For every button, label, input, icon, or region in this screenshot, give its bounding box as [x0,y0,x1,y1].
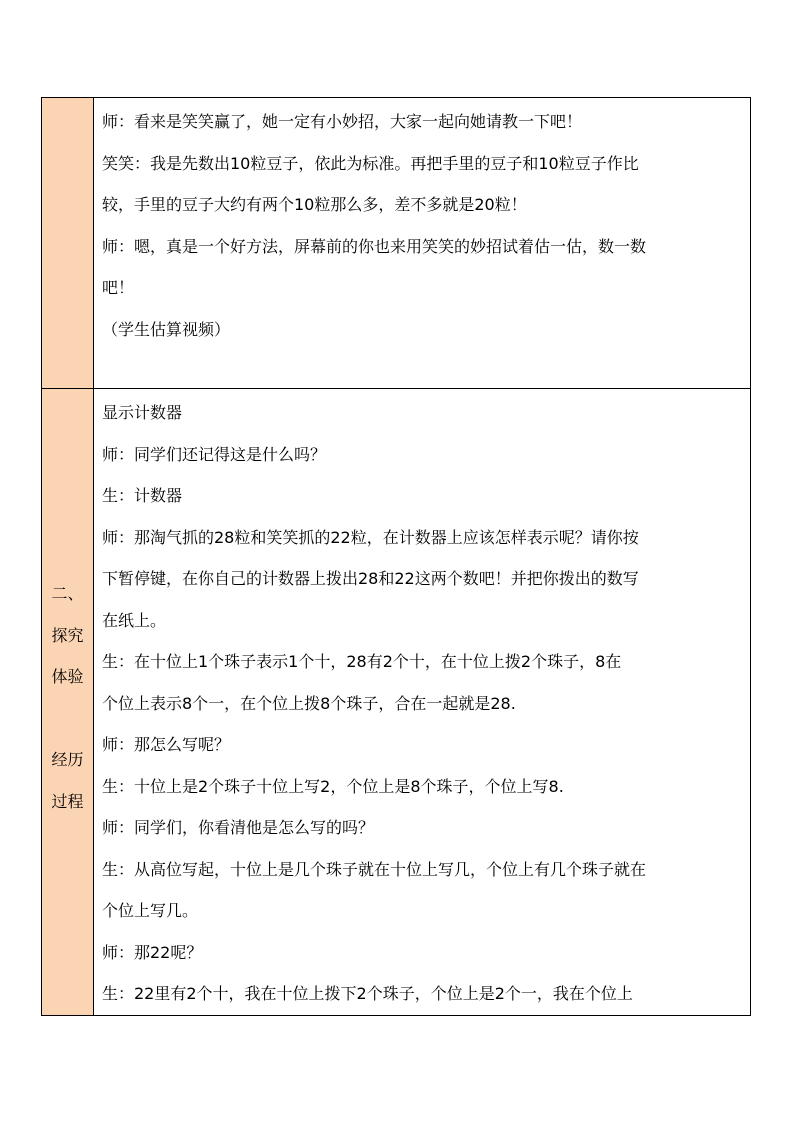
text-line: 师：看来是笑笑赢了，她一定有小妙招，大家一起向她请教一下吧！ [102,112,583,131]
text-line: 师：同学们，你看清他是怎么写的吗？ [102,818,375,837]
table-row [42,389,751,1016]
text-line: 笑笑：我是先数出10粒豆子，依此为标准。再把手里的豆子和10粒豆子作比 [102,153,639,173]
text-line: 生：22里有2个十，我在十位上拨下2个珠子，个位上是2个一，我在个位上 [102,984,633,1003]
content-cell [94,389,751,1016]
label-cell [42,98,94,389]
text-line: 师：同学们还记得这是什么吗？ [102,444,327,464]
text-line: 师：那怎么写呢？ [102,735,231,754]
text-line: （学生估算视频） [102,319,231,339]
text-line: 个位上表示8个一，在个位上拨8个珠子，合在一起就是28. [102,693,516,713]
text-line: 生：在十位上1个珠子表示1个十，28有2个十，在十位上拨2个珠子，8在 [102,652,622,671]
stage-label-line: 体验 [51,667,84,686]
content-cell [94,98,751,389]
text-line: 师：那淘气抓的28粒和笑笑抓的22粒，在计数器上应该怎样表示呢？请你按 [102,527,639,547]
text-line: 显示计数器 [102,403,183,422]
table-row [42,98,751,389]
text-line: 生：从高位写起，十位上是几个珠子就在十位上写几，个位上有几个珠子就在 [102,859,647,879]
text-line: 师：那22呢？ [102,942,203,962]
stage-label [42,573,93,822]
lesson-table [41,97,751,1016]
text-line: 在纸上。 [102,610,167,630]
text-line: 下暂停键，在你自己的计数器上拨出28和22这两个数吧！并把你拨出的数写 [102,569,639,588]
text-line: 吧！ [102,278,135,297]
stage-label-line: 过程 [51,791,84,811]
stage-label-cell [42,389,94,1016]
text-line: 生：计数器 [102,486,183,505]
stage-label-line: 二、 [51,584,84,603]
text-line: 师：嗯，真是一个好方法，屏幕前的你也来用笑笑的妙招试着估一估，数一数 [102,236,647,256]
text-line: 个位上写几。 [102,901,199,920]
stage-label-line: 探究 [51,625,84,645]
stage-label-line: 经历 [51,750,84,769]
text-line: 生：十位上是2个珠子十位上写2，个位上是8个珠子，个位上写8. [102,776,564,796]
text-line: 较，手里的豆子大约有两个10粒那么多，差不多就是20粒！ [102,195,527,214]
